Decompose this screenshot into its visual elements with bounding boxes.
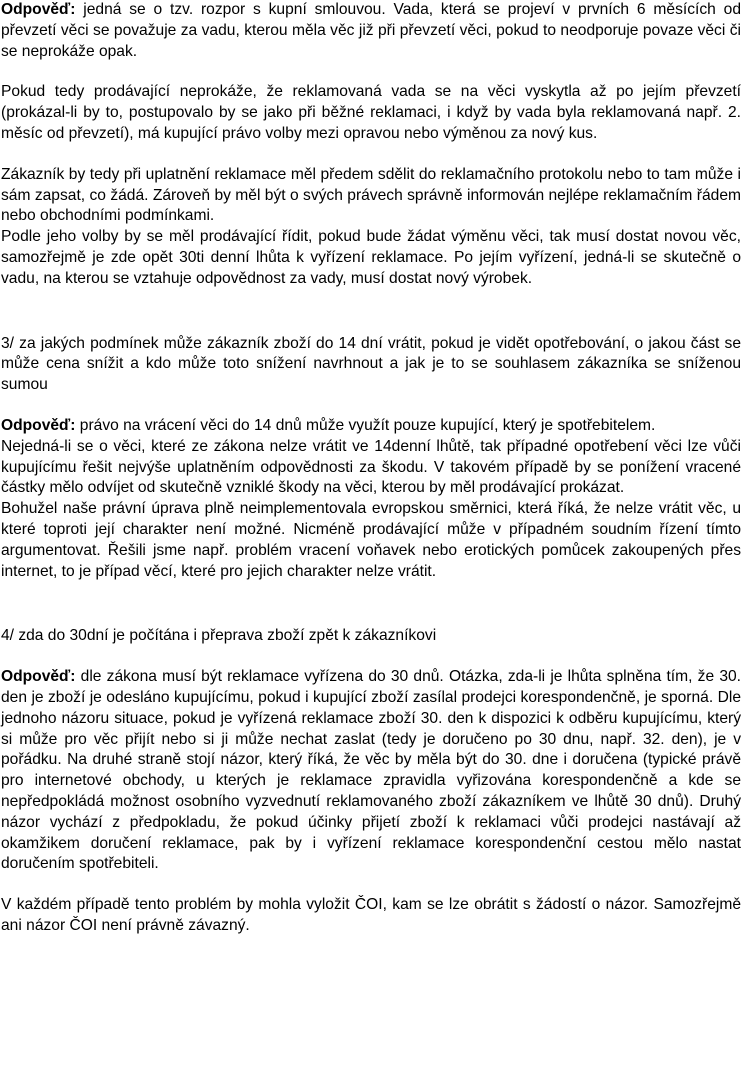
answer-3-paragraph-1 xyxy=(1,416,741,437)
answer-label: Odpověď: xyxy=(1,668,76,686)
answer-3-paragraph-2: Nejedná-li se o věci, které ze zákona nelze vrátit ve 14denní lhůtě, tak případné opotřebení věci lze vůči kupujícímu řešit nejvýše uplatněním odpovědnosti za škodu. V takovém případě by se ponížení vracené částky mělo odvíjet od skutečně vzniklé škody na věci, kterou by měl prodávající prokázat. xyxy=(1,437,741,497)
paragraph-3: Zákazník by tedy při uplatnění reklamace měl předem sdělit do reklamačního protokolu nebo to tam může i sám zapsat, co žádá. Zároveň by měl být o svých právech správně informován nejlépe reklamačním řádem nebo obchodními podmínkami. xyxy=(1,165,741,225)
answer-4-paragraph-1 xyxy=(1,667,741,875)
paragraph-4: Podle jeho volby by se měl prodávající řídit, pokud bude žádat výměnu věci, tak musí dostat novou věc, samozřejmě je zde opět 30ti denní lhůta k vyřízení reklamace. Po jejím vyřízení, jedná-li se skutečně o vadu, na kterou se vztahuje odpovědnost za vady, musí dostat nový výrobek. xyxy=(1,228,741,287)
answer-4-paragraph-2: V každém případě tento problém by mohla vyložit ČOI, kam se lze obrátit s žádostí o názor. Samozřejmě ani názor ČOI není právně závazný. xyxy=(1,896,741,934)
answer-label: Odpověď: xyxy=(1,416,76,434)
answer-paragraph-1 xyxy=(1,0,741,62)
answer-3-paragraph-3: Bohužel naše právní úprava plně neimplementovala evropskou směrnici, která říká, že nelze vrátit věc, u které toproti její charakter není možné. Nicméně prodávající může v případném soudním řízení tímto argumentovat. Řešili jsme např. problém vracení voňavek nebo erotických pomůcek zakoupených přes internet, to je případ věcí, které pro jejich charakter nelze vrátit. xyxy=(1,500,741,580)
question-4: 4/ zda do 30dní je počítána i přeprava zboží zpět k zákazníkovi xyxy=(1,627,437,645)
answer-text: dle zákona musí být reklamace vyřízena do 30 dnů. Otázka, zda-li je lhůta splněna tím, že 30. den je zboží je odesláno kupujícímu, pokud i kupující zboží zasílal prodejci korespondenčně, je sporná. Dle jednoho názoru situace, pokud je vyřízená reklamace zboží 30. den k dispozici k odběru kupujícímu, který si může pro věc přijít nebo si ji může nechat zaslat (tedy je doručeno po 30 dnu, např. 32. den), je v pořádku. Na druhé straně stojí názor, který říká, že věc by měla být do 30. dne i doručena (typické právě pro internetové obchody, u kterých je reklamace zpravidla vyřizována korespondenčně a kde se nepředpokládá možnost osobního vyzvednutí reklamovaného zboží zákazníkem ve lhůtě 30 dnů). Druhý názor vychází z předpokladu, že pokud účinky přijetí zboží k reklamaci vůči prodejci nastávají až okamžikem doručení reklamace, pak by i vyřízení reklamace korespondenční cestou mělo nastat doručením spotřebiteli. xyxy=(1,668,741,873)
answer-text: jedná se o tzv. rozpor s kupní smlouvou. Vada, která se projeví v prvních 6 měsících od převzetí věci se považuje za vadu, kterou měla věc již při převzetí věci, pokud to neodporuje povaze věci či se neprokáže opak. xyxy=(1,1,741,60)
question-3: 3/ za jakých podmínek může zákazník zboží do 14 dní vrátit, pokud je vidět opotřebování, o jakou část se může cena snížit a kdo může toto snížení navrhnout a jak je to se souhlasem zákazníka se sníženou sumou xyxy=(1,334,741,394)
paragraph-2: Pokud tedy prodávající neprokáže, že reklamovaná vada se na věci vyskytla až po jejím převzetí (prokázal-li by to, postupovalo by se jako při běžné reklamaci, i když by vada byla reklamovaná např. 2. měsíc od převzetí), má kupující právo volby mezi opravou nebo výměnou za nový kus. xyxy=(1,83,741,142)
answer-text: právo na vrácení věci do 14 dnů může využít pouze kupující, který je spotřebitelem. xyxy=(75,416,656,434)
answer-label: Odpověď: xyxy=(1,1,76,18)
